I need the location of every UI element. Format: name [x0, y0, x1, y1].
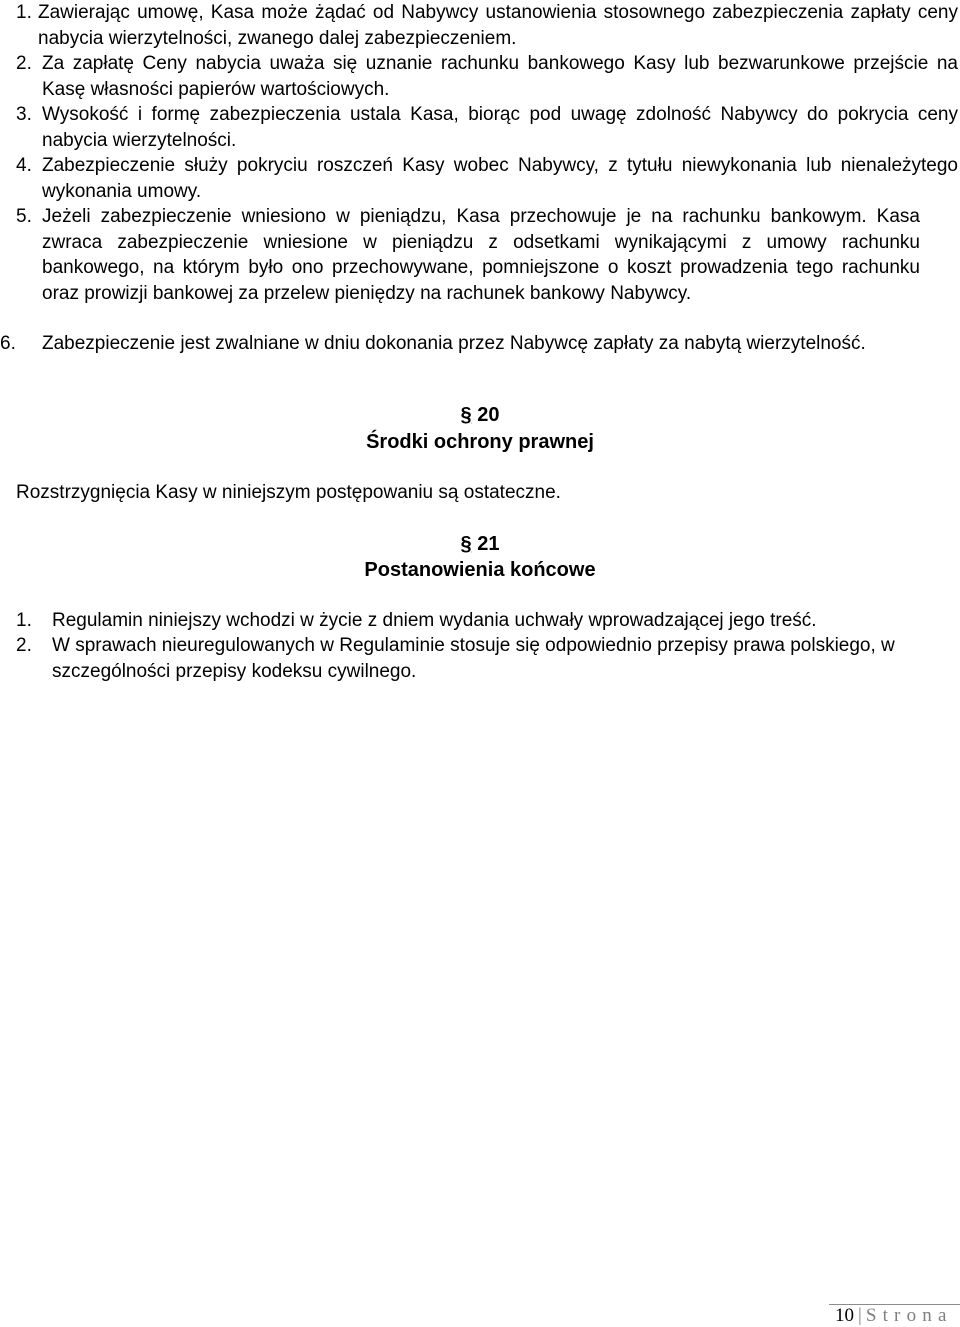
section-symbol: § [460, 404, 472, 426]
section-20-text: Rozstrzygnięcia Kasy w niniejszym postępowaniu są ostateczne. [16, 482, 561, 503]
list-item-text: Zabezpieczenie jest zwalniane w dniu dokonania przez Nabywcę zapłaty za nabytą wierzytelność. [42, 333, 866, 354]
list-item-text: Jeżeli zabezpieczenie wniesiono w pieniądzu, Kasa przechowuje je na rachunku bankowym. Kasa zwraca zabezpieczenie wniesione w pieniądzu z odsetkami wynikającymi z umowy rachunku bankowego, na którym było ono przechowywane, pomniejszone o koszt prowadzenia tego rachunku oraz prowizji bankowej za przelew pieniędzy na rachunek bankowy Nabywcy. [42, 206, 920, 304]
section-title-20: Środki ochrony prawnej [366, 431, 594, 453]
list-item-number: 3. [16, 104, 32, 125]
list-item-number: 4. [16, 155, 32, 176]
list-item-number: 2. [16, 635, 32, 656]
list-item-number: 6. [0, 333, 16, 354]
list-item-number: 5. [16, 206, 32, 227]
list-item-number: 1. [16, 610, 32, 631]
footer-separator: | [858, 1305, 862, 1326]
section-heading-21 [0, 533, 960, 556]
final-provisions-list [0, 608, 960, 684]
list-item [0, 153, 960, 204]
page-label: Strona [865, 1305, 953, 1326]
list-item [0, 0, 960, 51]
section-title-21: Postanowienia końcowe [364, 559, 596, 581]
list-item [0, 633, 960, 684]
list-item [0, 102, 960, 153]
list-item-number: 1. [16, 2, 32, 23]
page-footer [829, 1304, 960, 1326]
list-item [0, 608, 960, 633]
list-item [0, 331, 960, 382]
section-heading-20 [0, 404, 960, 427]
section-symbol: § [460, 533, 472, 555]
list-item [0, 204, 960, 331]
page-number: 10 [835, 1305, 854, 1326]
terms-list [0, 0, 960, 382]
section-number: 21 [477, 533, 500, 555]
section-number: 20 [477, 404, 500, 426]
list-item-text: Zawierając umowę, Kasa może żądać od Nabywcy ustanowienia stosownego zabezpieczenia zapłaty ceny nabycia wierzytelności, zwanego dalej zabezpieczeniem. [38, 2, 958, 49]
list-item-text: Wysokość i formę zabezpieczenia ustala Kasa, biorąc pod uwagę zdolność Nabywcy do pokrycia ceny nabycia wierzytelności. [42, 104, 958, 151]
list-item-text: Zabezpieczenie służy pokryciu roszczeń Kasy wobec Nabywcy, z tytułu niewykonania lub nienależytego wykonania umowy. [42, 155, 958, 202]
list-item-text: Za zapłatę Ceny nabycia uważa się uznanie rachunku bankowego Kasy lub bezwarunkowe przejście na Kasę własności papierów wartościowych. [42, 53, 958, 100]
list-item-text: Regulamin niniejszy wchodzi w życie z dniem wydania uchwały wprowadzającej jego treść. [52, 610, 817, 631]
list-item-number: 2. [16, 53, 32, 74]
list-item-text: W sprawach nieuregulowanych w Regulaminie stosuje się odpowiednio przepisy prawa polskiego, w szczególności przepisy kodeksu cywilnego. [52, 635, 895, 682]
list-item [0, 51, 960, 102]
